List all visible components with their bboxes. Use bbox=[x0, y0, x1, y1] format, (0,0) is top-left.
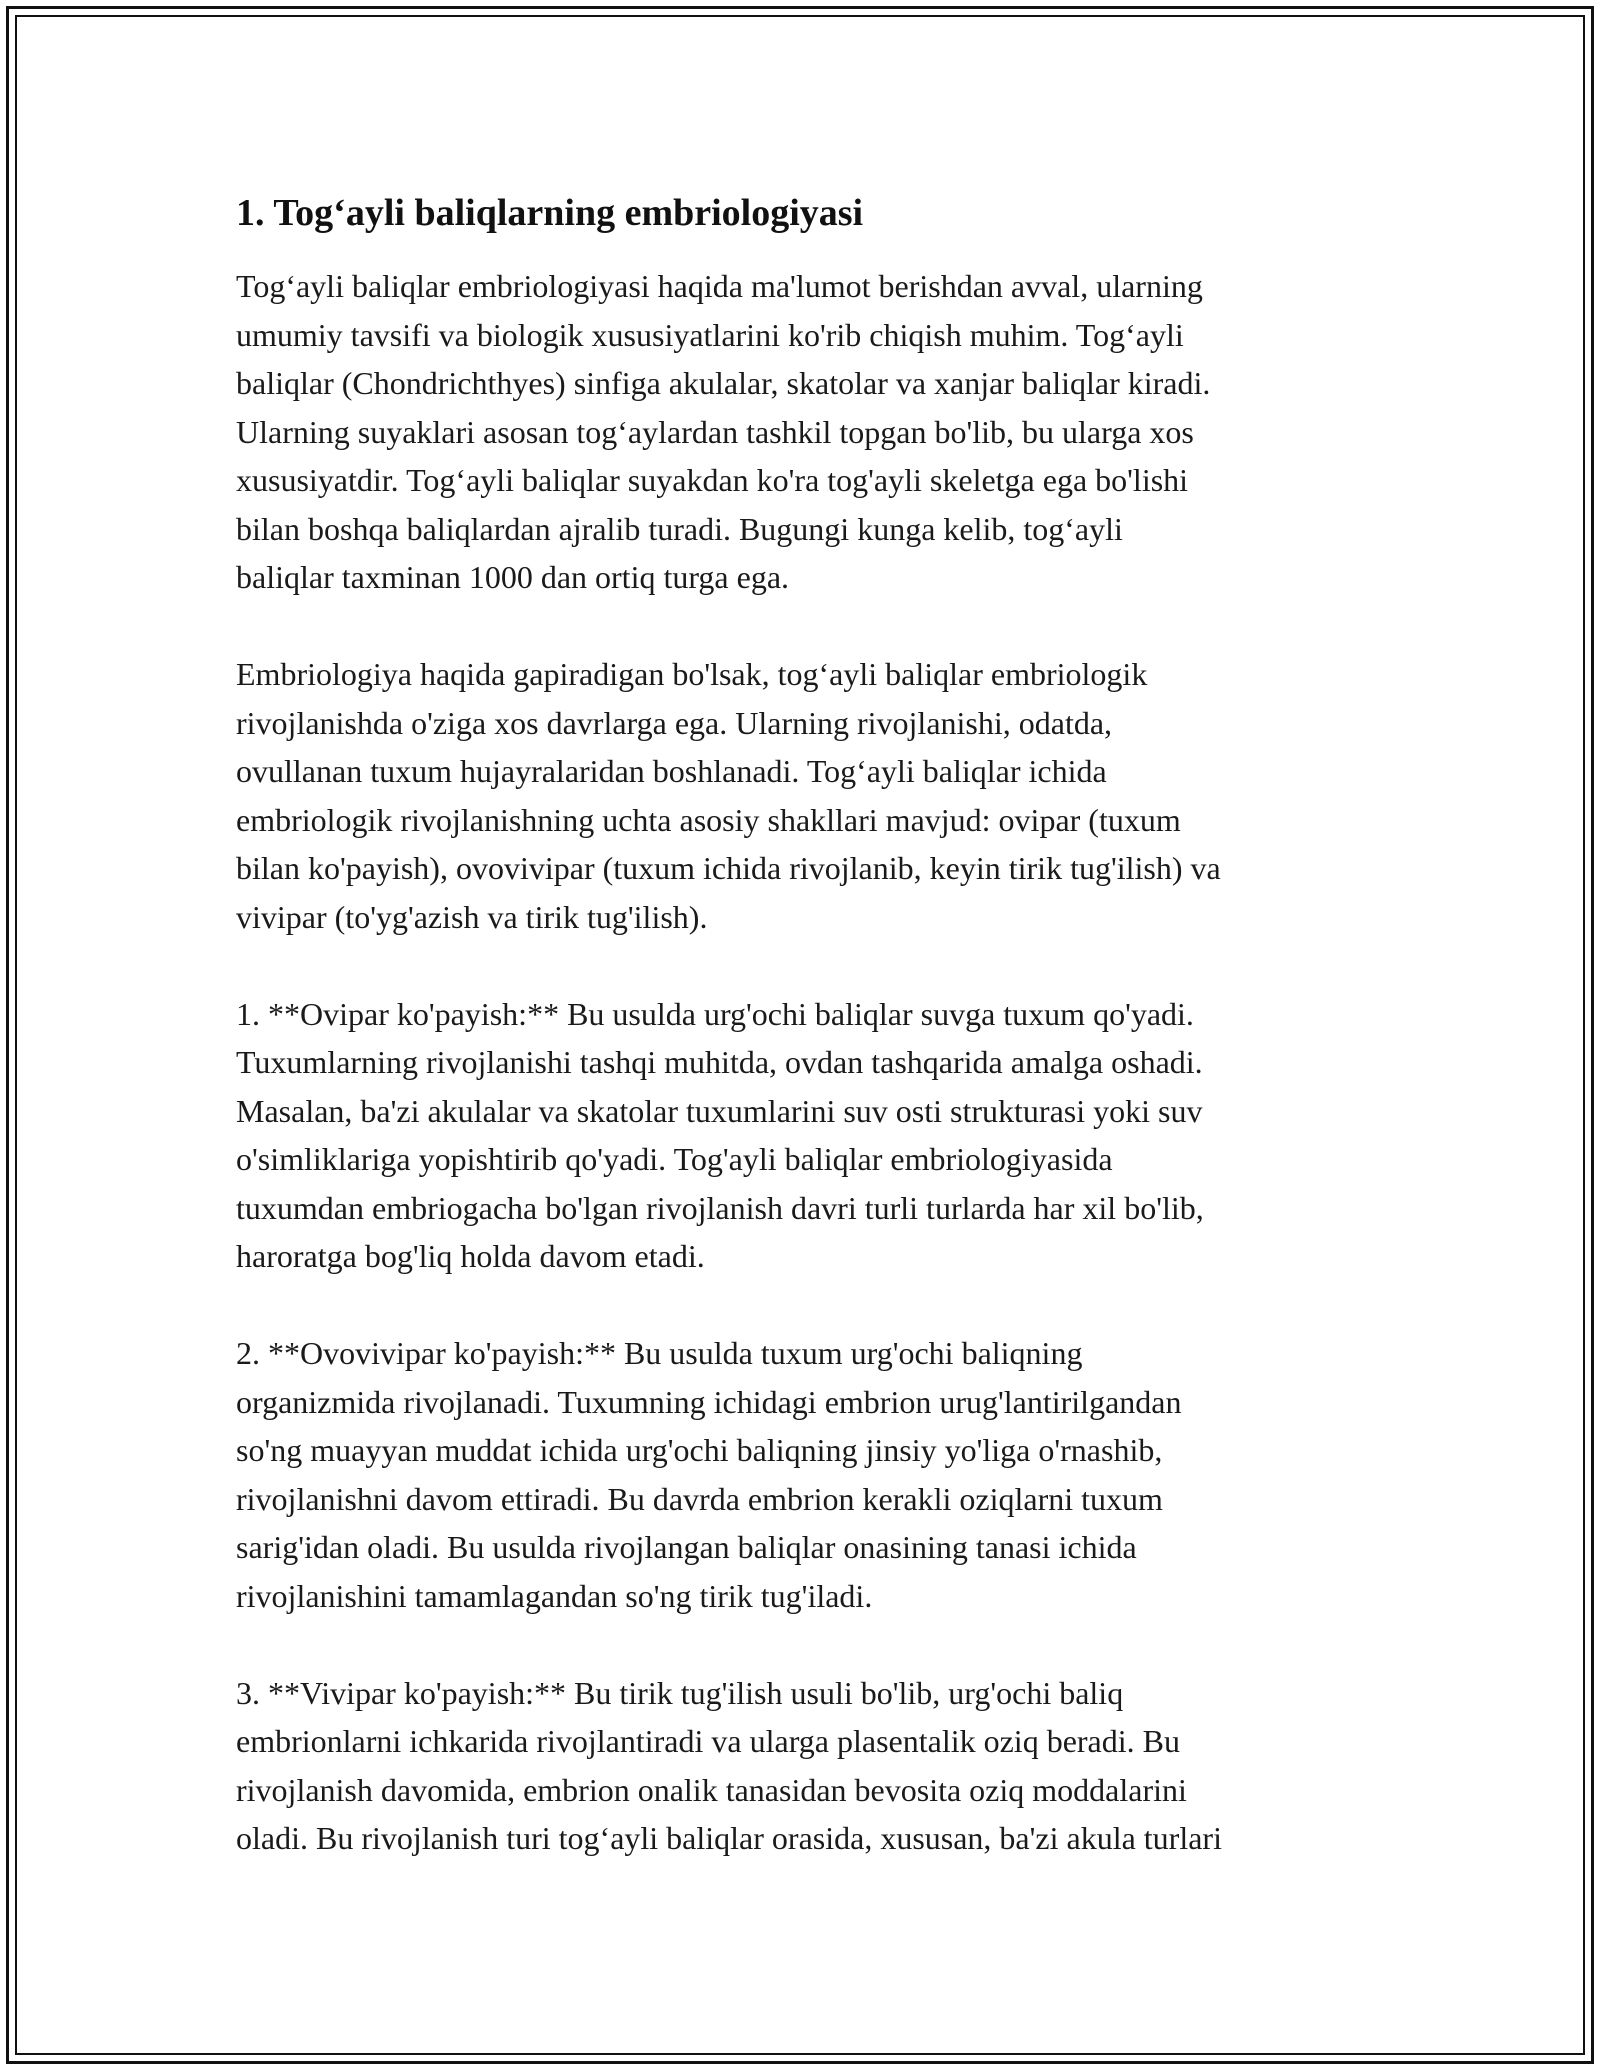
text-line: rivojlanishda o'ziga xos davrlarga ega. Ularning rivojlanishi, odatda, bbox=[236, 704, 1113, 741]
text-line: tuxumdan embriogacha bo'lgan rivojlanish davri turli turlarda har xil bo'lib, bbox=[236, 1189, 1204, 1226]
text-line: Ularning suyaklari asosan tog‘aylardan tashkil topgan bo'lib, bu ularga xos bbox=[236, 413, 1194, 450]
text-line: rivojlanishni davom ettiradi. Bu davrda embrion kerakli oziqlarni tuxum bbox=[236, 1480, 1163, 1517]
text-line: vivipar (to'yg'azish va tirik tug'ilish). bbox=[236, 898, 708, 935]
paragraph-vivipar bbox=[236, 1669, 1366, 1863]
text-line: sarig'idan oladi. Bu usulda rivojlangan baliqlar onasining tanasi ichida bbox=[236, 1529, 1137, 1565]
section-heading: 1. Tog‘ayli baliqlarning embriologiyasi bbox=[236, 192, 864, 234]
paragraph-ovipar bbox=[236, 990, 1366, 1281]
text-line: Tuxumlarning rivojlanishi tashqi muhitda, ovdan tashqarida amalga oshadi. bbox=[236, 1044, 1203, 1080]
text-line: bilan boshqa baliqlardan ajralib turadi. Bugungi kunga kelib, tog‘ayli bbox=[236, 510, 1123, 547]
paragraph-ovovivipar bbox=[236, 1329, 1366, 1620]
text-line: umumiy tavsifi va biologik xususiyatlarini ko'rib chiqish muhim. Tog‘ayli bbox=[236, 316, 1184, 353]
text-line: embriologik rivojlanishning uchta asosiy shakllari mavjud: ovipar (tuxum bbox=[236, 801, 1181, 838]
document-body bbox=[236, 188, 1366, 1911]
text-line: Masalan, ba'zi akulalar va skatolar tuxumlarini suv osti strukturasi yoki suv bbox=[236, 1092, 1203, 1129]
text-line: organizmida rivojlanadi. Tuxumning ichidagi embrion urug'lantirilgandan bbox=[236, 1383, 1182, 1420]
text-line: bilan ko'payish), ovovivipar (tuxum ichida rivojlanib, keyin tirik tug'ilish) va bbox=[236, 850, 1221, 886]
text-line: o'simliklariga yopishtirib qo'yadi. Tog'ayli baliqlar embriologiyasida bbox=[236, 1141, 1113, 1177]
text-line: Embriologiya haqida gapiradigan bo'lsak, tog‘ayli baliqlar embriologik bbox=[236, 656, 1148, 692]
text-line: baliqlar taxminan 1000 dan ortiq turga ega. bbox=[236, 559, 790, 595]
text-line: embrionlarni ichkarida rivojlantiradi va ularga plasentalik oziq beradi. Bu bbox=[236, 1723, 1180, 1759]
text-line: 3. **Vivipar ko'payish:** Bu tirik tug'ilish usuli bo'lib, urg'ochi baliq bbox=[236, 1674, 1124, 1711]
text-line: oladi. Bu rivojlanish turi tog‘ayli baliqlar orasida, xususan, ba'zi akula turlari bbox=[236, 1820, 1222, 1856]
text-line: so'ng muayyan muddat ichida urg'ochi baliqning jinsiy yo'liga o'rnashib, bbox=[236, 1432, 1163, 1468]
text-line: Tog‘ayli baliqlar embriologiyasi haqida ma'lumot berishdan avval, ularning bbox=[236, 268, 1203, 304]
text-line: baliqlar (Chondrichthyes) sinfiga akulalar, skatolar va xanjar baliqlar kiradi. bbox=[236, 365, 1211, 401]
paragraph-embryology bbox=[236, 650, 1366, 941]
text-line: xususiyatdir. Tog‘ayli baliqlar suyakdan ko'ra tog'ayli skeletga ega bo'lishi bbox=[236, 462, 1189, 498]
paragraph-intro bbox=[236, 262, 1366, 602]
text-line: ovullanan tuxum hujayralaridan boshlanadi. Tog‘ayli baliqlar ichida bbox=[236, 753, 1107, 789]
text-line: haroratga bog'liq holda davom etadi. bbox=[236, 1238, 705, 1274]
text-line: 1. **Ovipar ko'payish:** Bu usulda urg'ochi baliqlar suvga tuxum qo'yadi. bbox=[236, 995, 1194, 1032]
text-line: rivojlanishini tamamlagandan so'ng tirik tug'iladi. bbox=[236, 1577, 873, 1614]
text-line: rivojlanish davomida, embrion onalik tanasidan bevosita oziq moddalarini bbox=[236, 1771, 1187, 1808]
text-line: 2. **Ovovivipar ko'payish:** Bu usulda tuxum urg'ochi baliqning bbox=[236, 1335, 1083, 1371]
